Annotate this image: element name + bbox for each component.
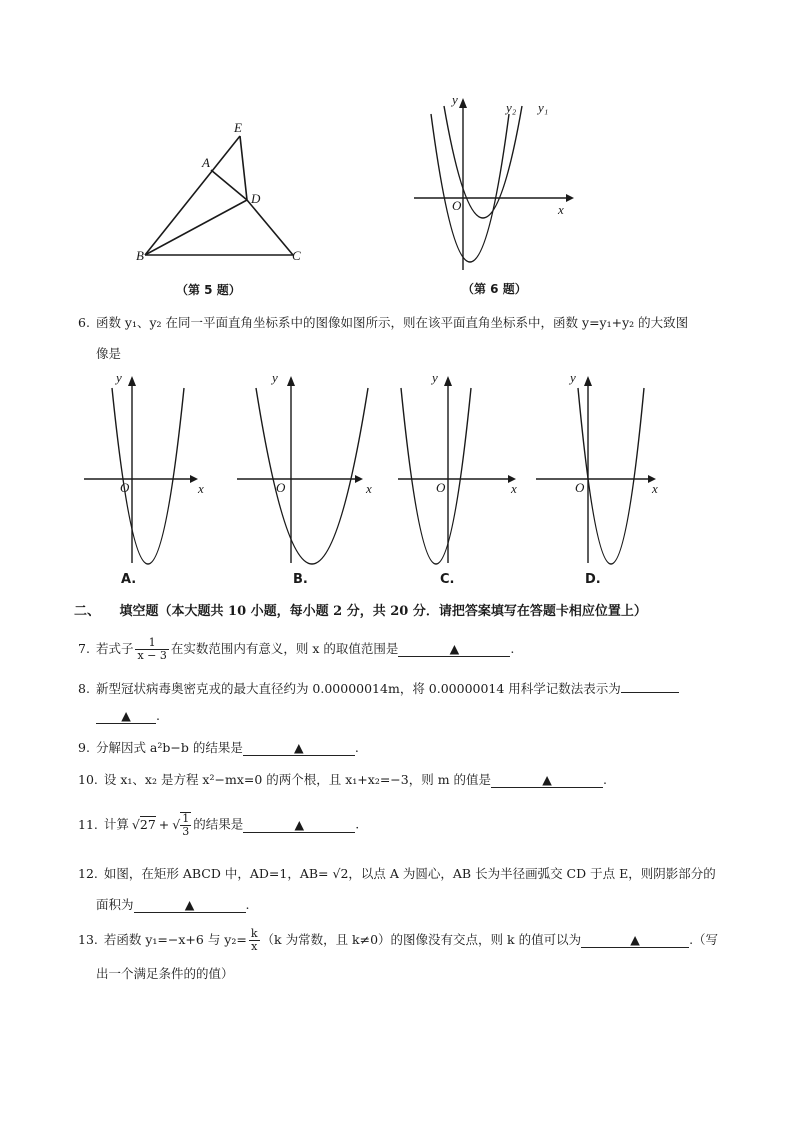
answer-marker: ▲ bbox=[542, 772, 552, 787]
question-8-line1 bbox=[78, 678, 679, 697]
option-a-y-label: y bbox=[116, 370, 122, 385]
option-b-curve bbox=[256, 388, 368, 564]
fig6-y-label: y bbox=[452, 92, 458, 107]
question-text: 若式子 bbox=[95, 641, 134, 656]
option-c-curve bbox=[401, 388, 471, 564]
point-label-e: E bbox=[234, 120, 242, 135]
point-label-a: A bbox=[202, 155, 210, 170]
plus-sign: + bbox=[158, 816, 170, 832]
answer-blank-part1[interactable] bbox=[621, 678, 679, 693]
question-number: 8. bbox=[78, 681, 90, 696]
question-text: 新型冠状病毒奥密克戎的最大直径约为 0.00000014m，将 0.00000014 用科学记数法表示为 bbox=[95, 681, 621, 696]
point-label-c: C bbox=[292, 248, 301, 263]
question-text: 在实数范围内有意义，则 x 的取值范围是 bbox=[170, 641, 399, 656]
question-number: 9. bbox=[78, 740, 90, 755]
option-a-x-label: x bbox=[198, 481, 204, 496]
question-end: . bbox=[245, 897, 250, 912]
question-7 bbox=[78, 637, 514, 662]
question-text: 面积为 bbox=[96, 897, 134, 912]
fraction bbox=[249, 928, 260, 953]
denominator: 3 bbox=[182, 825, 190, 838]
numerator: k bbox=[250, 927, 258, 940]
question-9 bbox=[78, 738, 359, 756]
answer-blank[interactable] bbox=[134, 898, 246, 913]
question-end: .（写 bbox=[689, 932, 719, 947]
question-end: . bbox=[156, 708, 160, 723]
fig6-curve2-label: y₂ bbox=[506, 100, 517, 115]
option-c-label[interactable]: C. bbox=[440, 572, 455, 587]
numerator: 1 bbox=[182, 812, 190, 825]
fig6-origin-label: O bbox=[452, 198, 462, 213]
option-c-origin: O bbox=[436, 480, 446, 495]
question-6-line2: 像是 bbox=[96, 346, 122, 361]
answer-marker: ▲ bbox=[294, 816, 305, 832]
fig6-x-label: x bbox=[558, 202, 564, 217]
question-number: 11. bbox=[78, 816, 98, 832]
question-text: 如图，在矩形 ABCD 中，AD=1，AB= √2，以点 A 为圆心，AB 长为半径画弧交 CD 于点 E，则阴影部分的 bbox=[103, 866, 716, 881]
denominator: x bbox=[251, 940, 258, 953]
answer-blank[interactable] bbox=[581, 933, 689, 948]
option-b-label[interactable]: B. bbox=[293, 572, 308, 587]
answer-blank[interactable] bbox=[398, 642, 510, 657]
sqrt-27: √27 bbox=[131, 816, 156, 832]
question-end: . bbox=[354, 740, 359, 755]
option-c-x-label: x bbox=[511, 481, 517, 496]
question-number: 12. bbox=[78, 866, 98, 881]
question-number: 6. bbox=[78, 315, 90, 330]
option-d-y-label: y bbox=[570, 370, 576, 385]
question-number: 10. bbox=[78, 772, 98, 787]
question-11 bbox=[78, 812, 359, 838]
question-number: 13. bbox=[78, 932, 98, 947]
answer-marker: ▲ bbox=[630, 932, 640, 947]
fig6-curve1-label: y₁ bbox=[538, 100, 549, 115]
fraction bbox=[135, 637, 168, 662]
option-b-y-label: y bbox=[272, 370, 278, 385]
denominator: x − 3 bbox=[137, 649, 167, 662]
answer-blank[interactable] bbox=[243, 818, 355, 833]
option-d-x-label: x bbox=[652, 481, 658, 496]
answer-marker: ▲ bbox=[449, 641, 460, 656]
question-12-line2 bbox=[96, 895, 250, 913]
answer-marker: ▲ bbox=[184, 897, 195, 912]
section-heading: 二、 填空题（本大题共 10 小题，每小题 2 分，共 20 分．请把答案填写在答题卡相应位置上） bbox=[74, 604, 647, 619]
option-d-origin: O bbox=[575, 480, 585, 495]
question-text: 函数 y₁、y₂ 在同一平面直角坐标系中的图像如图所示，则在该平面直角坐标系中，函数 y=y₁+y₂ 的大致图 bbox=[95, 315, 689, 330]
question-end: . bbox=[510, 641, 515, 656]
question-10 bbox=[78, 770, 607, 788]
numerator: 1 bbox=[135, 637, 168, 650]
question-text: 分解因式 a²b−b 的结果是 bbox=[95, 740, 243, 755]
option-b-origin: O bbox=[276, 480, 286, 495]
option-c-y-label: y bbox=[432, 370, 438, 385]
answer-marker: ▲ bbox=[294, 740, 304, 755]
question-text: 计算 bbox=[103, 816, 129, 832]
question-end: . bbox=[355, 816, 360, 832]
point-label-b: B bbox=[136, 248, 144, 263]
answer-blank[interactable] bbox=[243, 741, 355, 756]
question-13-line1 bbox=[78, 928, 718, 953]
sqrt-frac: √ $\frac{1}{3}$ bbox=[172, 812, 190, 838]
answer-blank-part2[interactable] bbox=[96, 709, 156, 724]
option-d-label[interactable]: D. bbox=[585, 572, 601, 587]
question-12-line1 bbox=[78, 864, 716, 882]
question-13-line2: 出一个满足条件的的值） bbox=[96, 966, 234, 981]
question-text: 的结果是 bbox=[193, 816, 244, 832]
question-end: . bbox=[603, 772, 608, 787]
fig5-caption: （第 5 题） bbox=[176, 283, 241, 297]
question-text: 若函数 y₁=−x+6 与 y₂= bbox=[103, 932, 247, 947]
option-a-origin: O bbox=[120, 480, 130, 495]
option-a-label[interactable]: A. bbox=[121, 572, 137, 587]
question-text: （k 为常数，且 k≠0）的图像没有交点，则 k 的值可以为 bbox=[261, 932, 582, 947]
option-b-x-label: x bbox=[366, 481, 372, 496]
fig6-caption: （第 6 题） bbox=[462, 282, 527, 296]
question-8-line2 bbox=[96, 708, 160, 724]
answer-marker: ▲ bbox=[121, 708, 131, 723]
question-text: 设 x₁、x₂ 是方程 x²−mx=0 的两个根，且 x₁+x₂=−3，则 m 的值是 bbox=[103, 772, 492, 787]
question-number: 7. bbox=[78, 641, 90, 656]
point-label-d: D bbox=[251, 191, 261, 206]
radicand: 27 bbox=[139, 816, 156, 832]
answer-blank[interactable] bbox=[491, 773, 603, 788]
option-a-curve bbox=[112, 388, 184, 564]
